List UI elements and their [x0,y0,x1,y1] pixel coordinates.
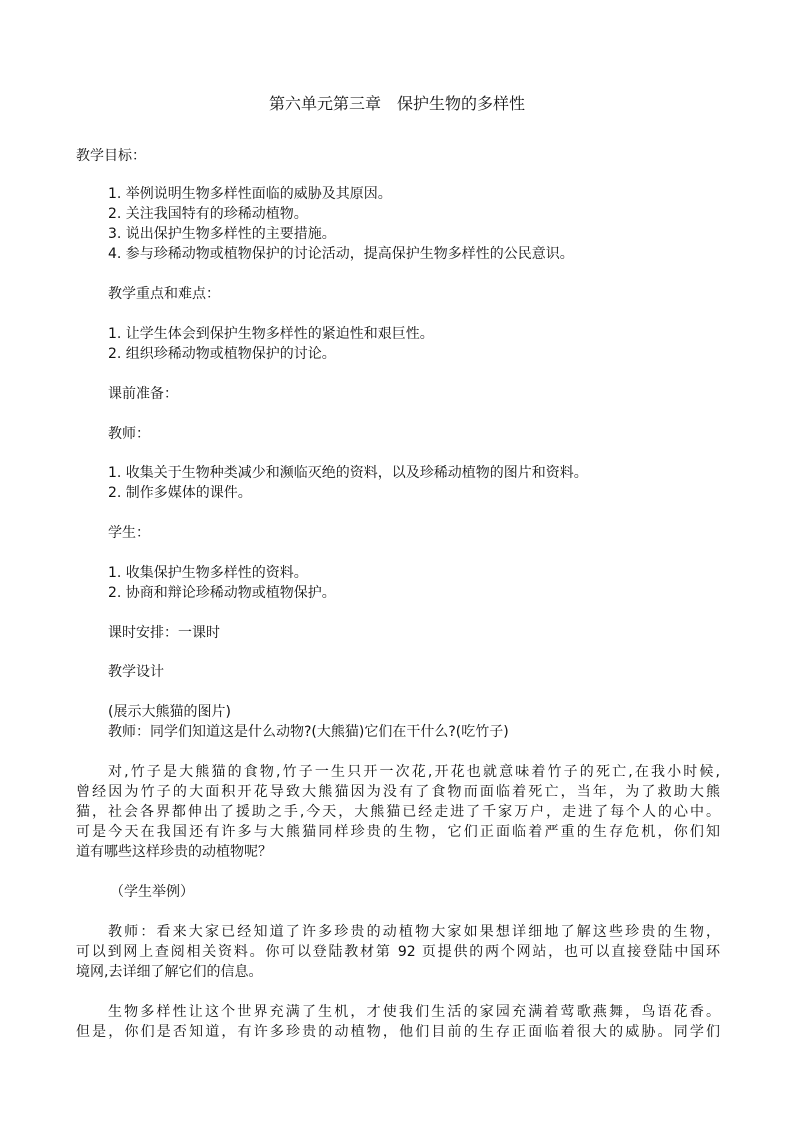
design-heading: 教学设计 [108,664,164,680]
paragraph-line: 但是，你们是否知道，有许多珍贵的动植物，他们目前的生存正面临着很大的威胁。同学们 [76,1024,720,1040]
paragraph-line: 对,竹子是大熊猫的食物,竹子一生只开一次花,开花也就意味着竹子的死亡,在我小时候, [108,764,720,780]
goal-item: 2. 关注我国特有的珍稀动植物。 [108,206,308,222]
paragraph-line: 猫，社会各界都伸出了援助之手,今天，大熊猫已经走进了千家万户，走进了每个人的心中。 [76,804,720,820]
key-point-item: 2. 组织珍稀动物或植物保护的讨论。 [108,346,336,362]
show-image-note: (展示大熊猫的图片) [108,704,231,720]
student-heading: 学生： [108,525,150,541]
paragraph-line: 曾经因为竹子的大面积开花导致大熊猫因为没有了食物而面临着死亡，当年，为了救助大熊 [76,784,720,800]
teacher-heading: 教师： [108,426,150,442]
teacher-item: 1. 收集关于生物种类减少和濒临灭绝的资料，以及珍稀动植物的图片和资料。 [108,465,588,481]
student-example-note: （学生举例） [110,884,194,900]
paragraph-line: 道有哪些这样珍贵的动植物呢？ [76,844,272,860]
key-point-item: 1. 让学生体会到保护生物多样性的紧迫性和艰巨性。 [108,326,434,342]
paragraph-line: 境网,去详细了解它们的信息。 [76,964,263,980]
paragraph-line: 可以到网上查阅相关资料。你可以登陆教材第 92 页提供的两个网站，也可以直接登陆中国环 [76,944,720,960]
prep-heading: 课前准备： [108,386,178,402]
paragraph-line: 可是今天在我国还有许多与大熊猫同样珍贵的生物，它们正面临着严重的生存危机，你们知 [76,824,720,840]
goal-item: 4. 参与珍稀动物或植物保护的讨论活动，提高保护生物多样性的公民意识。 [108,246,574,262]
student-item: 1. 收集保护生物多样性的资料。 [108,565,308,581]
key-points-heading: 教学重点和难点： [108,286,220,302]
schedule: 课时安排：一课时 [108,625,220,641]
paragraph-line: 教师：看来大家已经知道了许多珍贵的动植物大家如果想详细地了解这些珍贵的生物， [108,924,720,940]
goal-item: 3. 说出保护生物多样性的主要措施。 [108,226,336,242]
goal-item: 1. 举例说明生物多样性面临的威胁及其原因。 [108,186,392,202]
goals-heading: 教学目标： [76,148,146,164]
document-title: 第六单元第三章 保护生物的多样性 [268,94,525,113]
teacher-question: 教师：同学们知道这是什么动物?(大熊猫)它们在干什么?(吃竹子) [108,724,509,740]
student-item: 2. 协商和辩论珍稀动物或植物保护。 [108,585,336,601]
teacher-item: 2. 制作多媒体的课件。 [108,485,252,501]
paragraph-line: 生物多样性让这个世界充满了生机，才使我们生活的家园充满着莺歌燕舞，鸟语花香。 [108,1004,720,1020]
